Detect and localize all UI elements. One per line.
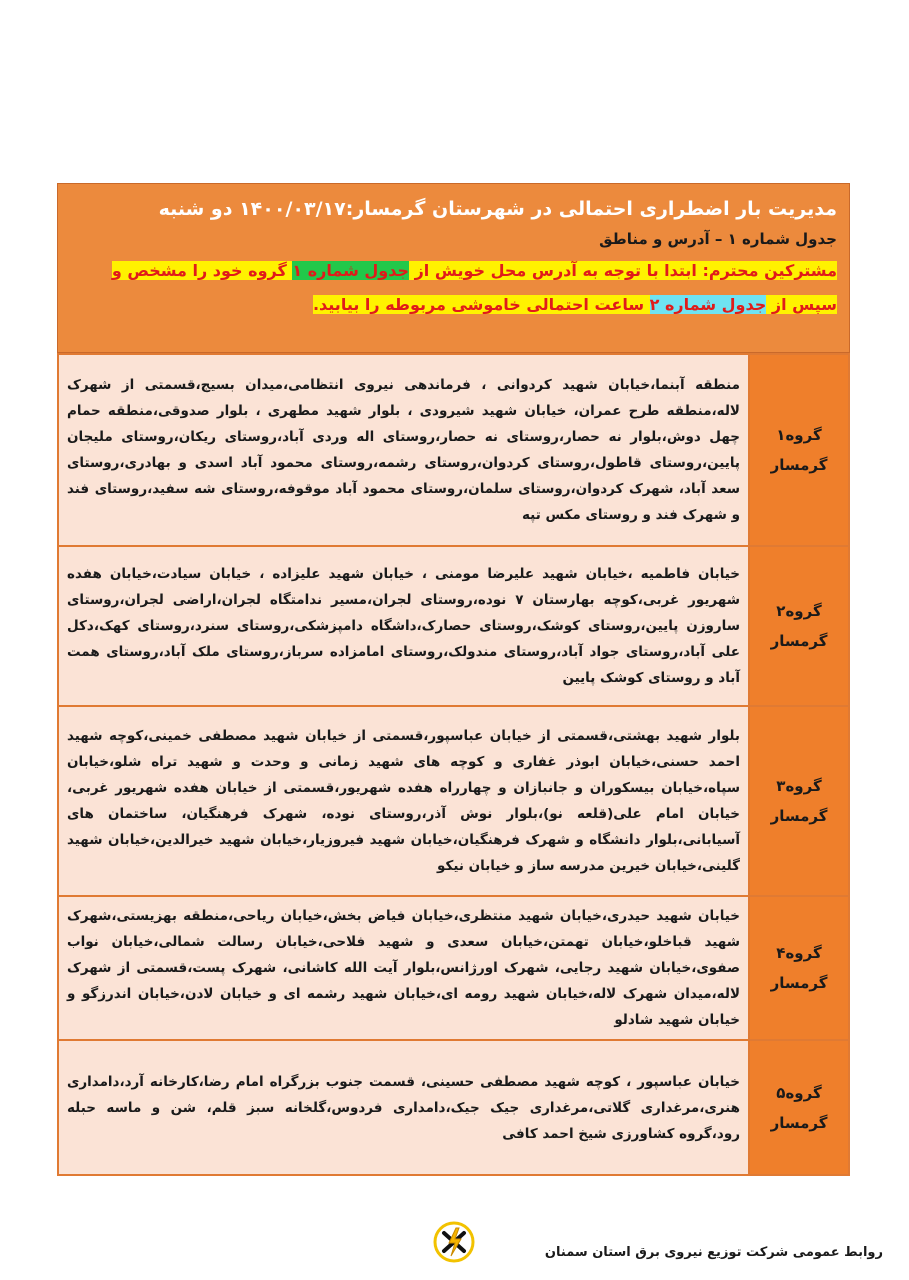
outage-schedule-sheet [57, 183, 850, 1176]
group-city: گرمسار [770, 974, 828, 992]
group-city: گرمسار [770, 1113, 828, 1132]
group-name: گروه۳ [776, 777, 822, 795]
sheet-header [57, 183, 850, 353]
page-footer [0, 1215, 909, 1280]
page-title: مدیریت بار اضطراری احتمالی در شهرستان گرمسار:۱۴۰۰/۰۳/۱۷ دو شنبه [158, 198, 837, 220]
group-addresses: خیابان فاطمیه ،خیابان شهید علیرضا مومنی ، خیابان شهید علیزاده ، خیابان سیادت،خیابان هفده شهریور غربی،کوچه بهارستان ۷ نوده،روستای لجران،مسیر ندامتگاه لجران،اراضی لجران،روستای ساروزن پایین،روستای کوشک،روستای حصارک،داشگاه دامپزشکی،روستای سنرد،روستای کهک،دکل علی آباد،روستای جواد آباد،روستای مندولک،روستای امامزاده سرباز،روستای ملک آباد،روستای همت آباد و روستای کوشک پایین [58, 546, 749, 706]
group-name: گروه۱ [776, 426, 822, 444]
group-label-cell [749, 706, 849, 896]
group-city: گرمسار [770, 632, 828, 650]
table-row [58, 896, 849, 1040]
group-addresses: خیابان شهید حیدری،خیابان شهید منتظری،خیابان فیاض بخش،خیابان ریاحی،منطقه بهزیستی،شهرک شهید قباخلو،خیابان تهمتن،خیابان سعدی و شهید فلاحی،خیابان رسالت شمالی،خیابان نواب صفوی،خیابان شهید رجایی، شهرک اورژانس،بلوار آیت الله کاشانی، شهرک پست،قسمتی از شهرک لاله،میدان شهرک لاله،خیابان شهید رومه ای،خیابان شهید رشمه ای و خیابان لادن،خیابان اندرزگو و خیابان شهید شادلو [58, 896, 749, 1040]
group-label-cell [749, 354, 849, 546]
group-name: گروه۵ [776, 1083, 822, 1102]
group-label-cell [749, 1040, 849, 1175]
group-name: گروه۴ [776, 944, 822, 962]
power-distribution-logo-icon [432, 1220, 476, 1264]
notice-table1-highlight: جدول شماره ۱ [292, 261, 409, 280]
table-row [58, 1040, 849, 1175]
table-row [58, 706, 849, 896]
notice-text-2: گروه خود را مشخص و سپس از [111, 261, 837, 314]
customer-notice [70, 254, 837, 322]
notice-table2-highlight: جدول شماره ۲ [649, 295, 767, 314]
group-label-cell [749, 546, 849, 706]
groups-table [57, 353, 850, 1176]
group-city: گرمسار [770, 456, 828, 474]
group-city: گرمسار [770, 807, 828, 825]
group-label-cell [749, 896, 849, 1040]
footer-credit: روابط عمومی شرکت توزیع نیروی برق استان سمنان [544, 1245, 883, 1260]
notice-text-3: ساعت احتمالی خاموشی مربوطه را بیابید. [312, 295, 650, 314]
notice-text-1: مشترکین محترم: ابتدا با توجه به آدرس محل خویش از [409, 261, 837, 280]
group-addresses: منطقه آبنما،خیابان شهید کردوانی ، فرماندهی نیروی انتظامی،میدان بسیج،قسمتی از شهرک لاله،منطقه طرح عمران، خیابان شهید شیرودی ، بلوار شهید مطهری ، بلوار صدوقی،منطقه حمام چهل دوش،بلوار نه حصار،روستای نه حصار،روستای اله وردی آباد،روستای ریکان،روستای ملیجان پایین،روستای قاطول،روستای کردوان،روستای رشمه،روستای محمود آباد اسدی و بهادری،روستای سعد آباد، شهرک کردوان،روستای سلمان،روستای محمود آباد موقوفه،روستای شه سفید،روستای فند و شهرک فند و روستای مکس تپه [58, 354, 749, 546]
group-addresses: بلوار شهید بهشتی،قسمتی از خیابان عباسپور،قسمتی از خیابان شهید مصطفی خمینی،کوچه شهید احمد حسنی،خیابان ابوذر غفاری و کوچه های شهید زمانی و وحدت و شهید تراه شلو،خیابان سپاه،خیابان بیسکوران و جانبازان و چهارراه هفده شهریور،قسمتی از خیابان هفده شهریور غربی، خیابان امام علی(قلعه نو)،بلوار نوش آذر،روستای نوده، شهرک فرهنگیان، ساختمان های آسیابانی،بلوار دانشگاه و شهرک فرهنگیان،خیابان شهید فیروزیار،خیابان شهید خیرالدین،خیابان شهید گلینی،خیابان خیرین مدرسه ساز و خیابان نیکو [58, 706, 749, 896]
table-row [58, 354, 849, 546]
group-addresses: خیابان عباسپور ، کوچه شهید مصطفی حسینی، قسمت جنوب بزرگراه امام رضا،کارخانه آرد،دامداری هنری،مرغداری گلاتی،مرغداری جیک جیک،دامداری فردوس،گلخانه سبز قلم، شن و ماسه حبله رود،گروه کشاورزی شیخ احمد کافی [58, 1040, 749, 1175]
table-subtitle: جدول شماره ۱ – آدرس و مناطق [599, 230, 837, 248]
group-name: گروه۲ [776, 602, 822, 620]
table-row [58, 546, 849, 706]
